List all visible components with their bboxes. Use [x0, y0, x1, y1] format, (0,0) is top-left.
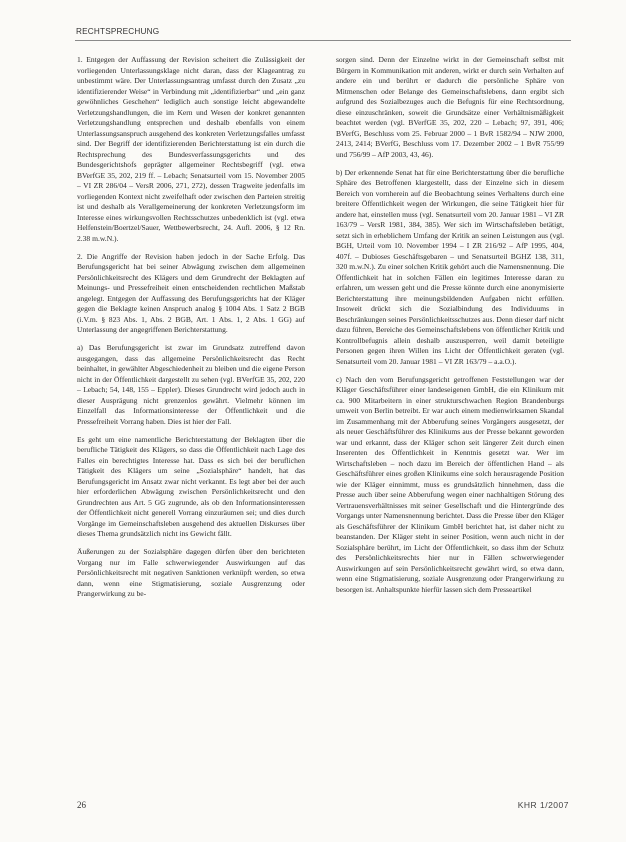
paragraph: c) Nach den vom Berufungsgericht getroffenen Feststellungen war der Kläger Geschäftsführer einer landeseigenen GmbH, die ein Klinikum mit ca. 900 Mitarbeitern in einer strukturschwachen Region Brandenburgs umweit von Berlin betreibt. Er war auch einem medienwirksamen Skandal im Zusammenhang mit der Abberufung seines Vorgängers ausgesetzt, der als neuer Geschäftsführer des Klinikums aus der Presse bekannt geworden war und erkannt, dass der Kläger schon seit längerer Zeit durch einen Inserenten des Öffentlichkeit in Kenntnis gesetzt war. Wer im Wirtschaftsleben – noch dazu im Bereich der öffentlichen Hand – als Geschäftsführer eines großen Klinikums eine solch herausragende Position wie der Kläger einnimmt, muss es grundsätzlich hinnehmen, dass die Presse auch über seine Abberufung wegen einer nachhaltigen Störung des Vertrauensverhältnisses mit seiner Gesellschaft und die Hintergründe des Vorgangs unter Namensnennung berichtet. Dass die Presse über den Kläger als Geschäftsführer der Klinikum GmbH berichtet hat, ist daher nicht zu beanstanden. Der Kläger steht in seiner Position, wenn auch nicht in der Sozialsphäre berührt, im Licht der Öffentlichkeit, so dass ihm der Schutz des Persönlichkeitsrechts hier nur in Fällen schwerwiegender Auswirkungen auf sein Persönlichkeitsrecht gewährt wird, so etwa dann, wenn eine Stigmatisierung, soziale Ausgrenzung oder Prangerwirkung zu besorgen ist. Anhaltspunkte hierfür lassen sich dem Presseartikel	[336, 374, 564, 594]
header-rule	[75, 40, 571, 41]
paragraph: 2. Die Angriffe der Revision haben jedoch in der Sache Erfolg. Das Berufungsgericht hat bei seiner Abwägung zwischen dem allgemeinen Persönlichkeitsrecht des Klägers und dem Grundrecht der Beklagten auf Meinungs- und Pressefreiheit einen entscheidenden rechtlichen Maßstab angelegt. Entgegen der Auffassung des Berufungsgerichts hat der Kläger gegen die Beklagte keinen Anspruch analog § 1004 Abs. 1 Satz 2 BGB (i.V.m. § 823 Abs. 1, Abs. 2 BGB, Art. 1 Abs. 1, 2 Abs. 1 GG) auf Unterlassung der angegriffenen Berichterstattung.	[77, 251, 305, 334]
paragraph: sorgen sind. Denn der Einzelne wirkt in der Gemeinschaft selbst mit Bürgern in Kommunikation mit anderen, wirkt er durch sein Verhalten auf andere ein und berührt er dadurch die persönliche Sphäre von Mitmenschen oder Belange des Gemeinschaftslebens, dann ergibt sich aufgrund des Sozialbezuges auch die Befugnis für eine Rechtsordnung, diese einzuschränken, soweit die Grundsätze einer Verhältnismäßigkeit beachtet werden (vgl. BVerfGE 35, 202, 220 – Lebach; 97, 391, 406; BVerfG, Beschluss vom 25. Februar 2000 – 1 BvR 1582/94 – NJW 2000, 2413, 2414; BVerfG, Beschluss vom 17. Dezember 2002 – 1 BvR 755/99 und 756/99 – AfP 2003, 43, 46).	[336, 55, 564, 159]
section-header: RECHTSPRECHUNG	[76, 27, 160, 36]
journal-reference: KHR 1/2007	[517, 800, 569, 810]
right-column	[336, 55, 564, 603]
paragraph: a) Das Berufungsgericht ist zwar im Grundsatz zutreffend davon ausgegangen, dass das allgemeine Persönlichkeitsrecht das Recht beinhaltet, in gewählter Abgeschiedenheit zu bleiben und die eigene Person nicht in der Öffentlichkeit dargestellt zu sehen (vgl. BVerfGE 35, 202, 220 – Lebach; 54, 148, 155 – Eppler). Dieses Grundrecht wird jedoch auch in dieser Ausprägung nicht grenzenlos gewährt. Vielmehr können im Einzelfall das Informationsinteresse der Öffentlichkeit und die Pressefreiheit Vorrang haben. Dies ist hier der Fall.	[77, 343, 306, 426]
paragraph: b) Der erkennende Senat hat für eine Berichterstattung über die berufliche Sphäre des Betroffenen klargestellt, dass der Einzelne sich in diesem Bereich von vornherein auf die Beobachtung seines Verhaltens durch eine breitere Öffentlichkeit wegen der Wirkungen, die seine Tätigkeit hier für andere hat, einstellen muss (vgl. Senatsurteil vom 20. Januar 1981 – VI ZR 163/79 – VersR 1981, 384, 385). Wer sich im Wirtschaftsleben betätigt, setzt sich in erheblichem Umfang der Kritik an seinen Leistungen aus (vgl. BGH, Urteil vom 10. November 1994 – I ZR 216/92 – AfP 1995, 404, 407f. – Dubioses Geschäftsgebaren – und Senatsurteil BGHZ 138, 311, 320 m.w.N.). Zu einer solchen Kritik gehört auch die Namensnennung. Die Öffentlichkeit hat in solchen Fällen ein legitimes Interesse daran zu erfahren, um wessen geht und die Presse könnte durch eine anonymisierte Berichterstattung ihre meinungsbildenden Aufgaben nicht erfüllen. Insoweit drückt sich die Sozialbindung des Individuums in Beschränkungen seines Persönlichkeitsschutzes aus. Denn dieser darf nicht dazu führen, Bereiche des Gemeinschaftslebens von öffentlicher Kritik und Kontrollbefugnis allein deshalb auszusperren, weil damit beteiligte Personen gegen ihren Willen ins Licht der Öffentlichkeit geraten (vgl. Senatsurteil vom 20. Januar 1981 – VI ZR 163/79 – a.a.O.).	[336, 167, 564, 366]
paragraph: Äußerungen zu der Sozialsphäre dagegen dürfen über den berichteten Vorgang nur im Falle schwerwiegender Auswirkungen auf das Persönlichkeitsrecht mit negativen Sanktionen verknüpft werden, so etwa dann, wenn eine Stigmatisierung, soziale Ausgrenzung oder Prangerwirkung zu be-	[77, 547, 305, 598]
left-column	[77, 55, 305, 607]
paragraph: Es geht um eine namentliche Berichterstattung der Beklagten über die berufliche Tätigkeit des Klägers, so dass die Öffentlichkeit nach Lage des Falles ein berechtigtes Interesse hat. Dass es sich bei der beruflichen Tätigkeit des Klägers um seine „Sozialsphäre“ handelt, hat das Berufungsgericht im Ansatz zwar nicht verkannt. Es legt aber bei der auch hier erforderlichen Abwägung zwischen Persönlichkeitsrecht und den Grundrechten aus Art. 5 GG zugrunde, als ob den Informationsinteressen der Öffentlichkeit nicht generell Vorrang einzuräumen sei; und dies durch Vorgänge im Gemeinschaftsleben ausgehend des aktuellen Diskurses über dieses Thema grundsätzlich nicht ins Gewicht fällt.	[77, 434, 305, 538]
page-number: 26	[77, 800, 86, 810]
paragraph: 1. Entgegen der Auffassung der Revision scheitert die Zulässigkeit der vorliegenden Unterlassungsklage nicht daran, dass der Klageantrag zu unbestimmt wäre. Der Unterlassungsantrag umfasst durch den Zusatz „zu identifizierender Weise“ in Verbindung mit „identifizierbar“ und „ein ganz gewöhnliches Geschehen“ lediglich auch sonstige leicht abgewandelte Verletzungshandlungen, die im Kern und Wesen der konkret genannten Verletzungshandlung entsprechen und deshalb ebenfalls von einem Unterlassungsanspruch ausgehend des konkreten Verletzungsfalles umfasst sind. Der Begriff der identifizierenden Berichterstattung ist ein durch die Rechtsprechung des Bundesverfassungsgerichts und des Bundesgerichtshofs geprägter allgemeiner Rechtsbegriff (vgl. etwa BVerfGE 35, 202, 219 ff. – Lebach; Senatsurteil vom 15. November 2005 – VI ZR 286/04 – VersR 2006, 271, 272), dessen Tragweite jedenfalls im vorliegenden Kontext nicht zweifelhaft oder zwischen den Parteien streitig ist und deshalb als Verallgemeinerung der konkreten Verletzungsform im Interesse eines wirkungsvollen Rechtsschutzes unbedenklich ist (vgl. etwa Helfenstein/Boertzel/Sauer, Wettbewerbsrecht, 24. Aufl. 2006, § 12 Rn. 2.38 m.w.N.).	[77, 55, 305, 243]
